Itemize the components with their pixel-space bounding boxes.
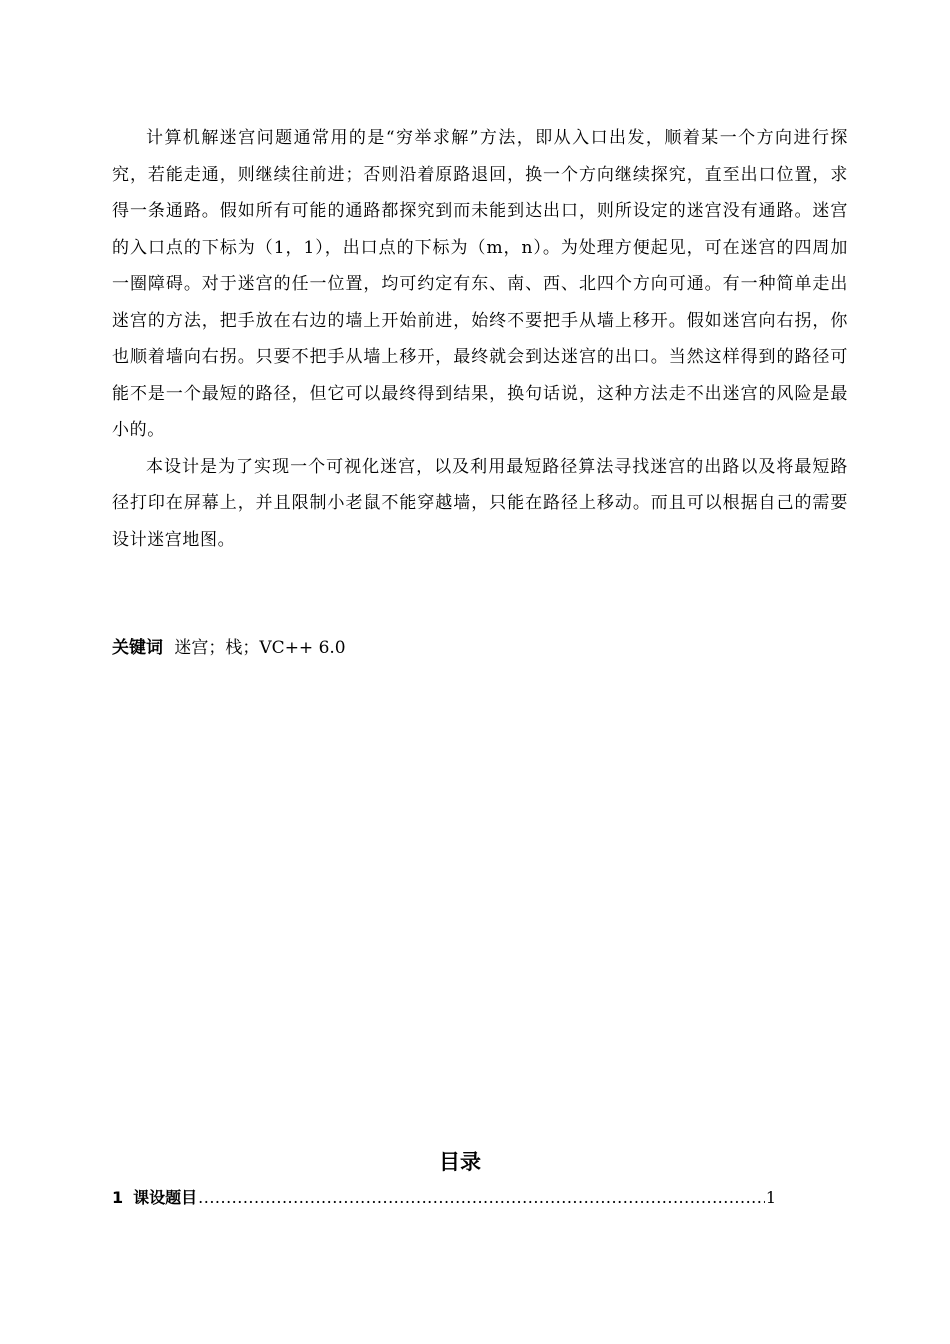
abstract-section xyxy=(112,120,848,558)
toc-entry-label xyxy=(112,1182,197,1214)
toc-dot-leader xyxy=(198,1182,765,1214)
abstract-paragraph-1: 计算机解迷宫问题通常用的是“穷举求解”方法，即从入口出发，顺着某一个方向进行探究，若能走通，则继续往前进；否则沿着原路退回，换一个方向继续探究，直至出口位置，求得一条通路。假如所有可能的通路都探究到而未能到达出口，则所设定的迷宫没有通路。迷宫的入口点的下标为（1，1），出口点的下标为（m，n）。为处理方便起见，可在迷宫的四周加一圈障碍。对于迷宫的任一位置，均可约定有东、南、西、北四个方向可通。有一种简单走出迷宫的方法，把手放在右边的墙上开始前进，始终不要把手从墙上移开。假如迷宫向右拐，你也顺着墙向右拐。只要不把手从墙上移开，最终就会到达迷宫的出口。当然这样得到的路径可能不是一个最短的路径，但它可以最终得到结果，换句话说，这种方法走不出迷宫的风险是最小的。 xyxy=(112,128,848,440)
keywords-label: 关键词 xyxy=(112,638,163,658)
keywords-value: 迷宫；栈；VC++ 6.0 xyxy=(174,638,346,658)
toc-entry-number: 1 xyxy=(112,1188,124,1207)
toc-entry-title: 课设题目 xyxy=(133,1188,198,1207)
toc-entry[interactable] xyxy=(112,1182,776,1214)
keywords-line xyxy=(112,630,346,666)
abstract-paragraph-2: 本设计是为了实现一个可视化迷宫，以及利用最短路径算法寻找迷宫的出路以及将最短路径打印在屏幕上，并且限制小老鼠不能穿越墙，只能在路径上移动。而且可以根据自己的需要设计迷宫地图。 xyxy=(112,456,848,550)
toc-title: 目录 xyxy=(439,1150,481,1174)
toc-entry-page: 1 xyxy=(765,1188,776,1207)
